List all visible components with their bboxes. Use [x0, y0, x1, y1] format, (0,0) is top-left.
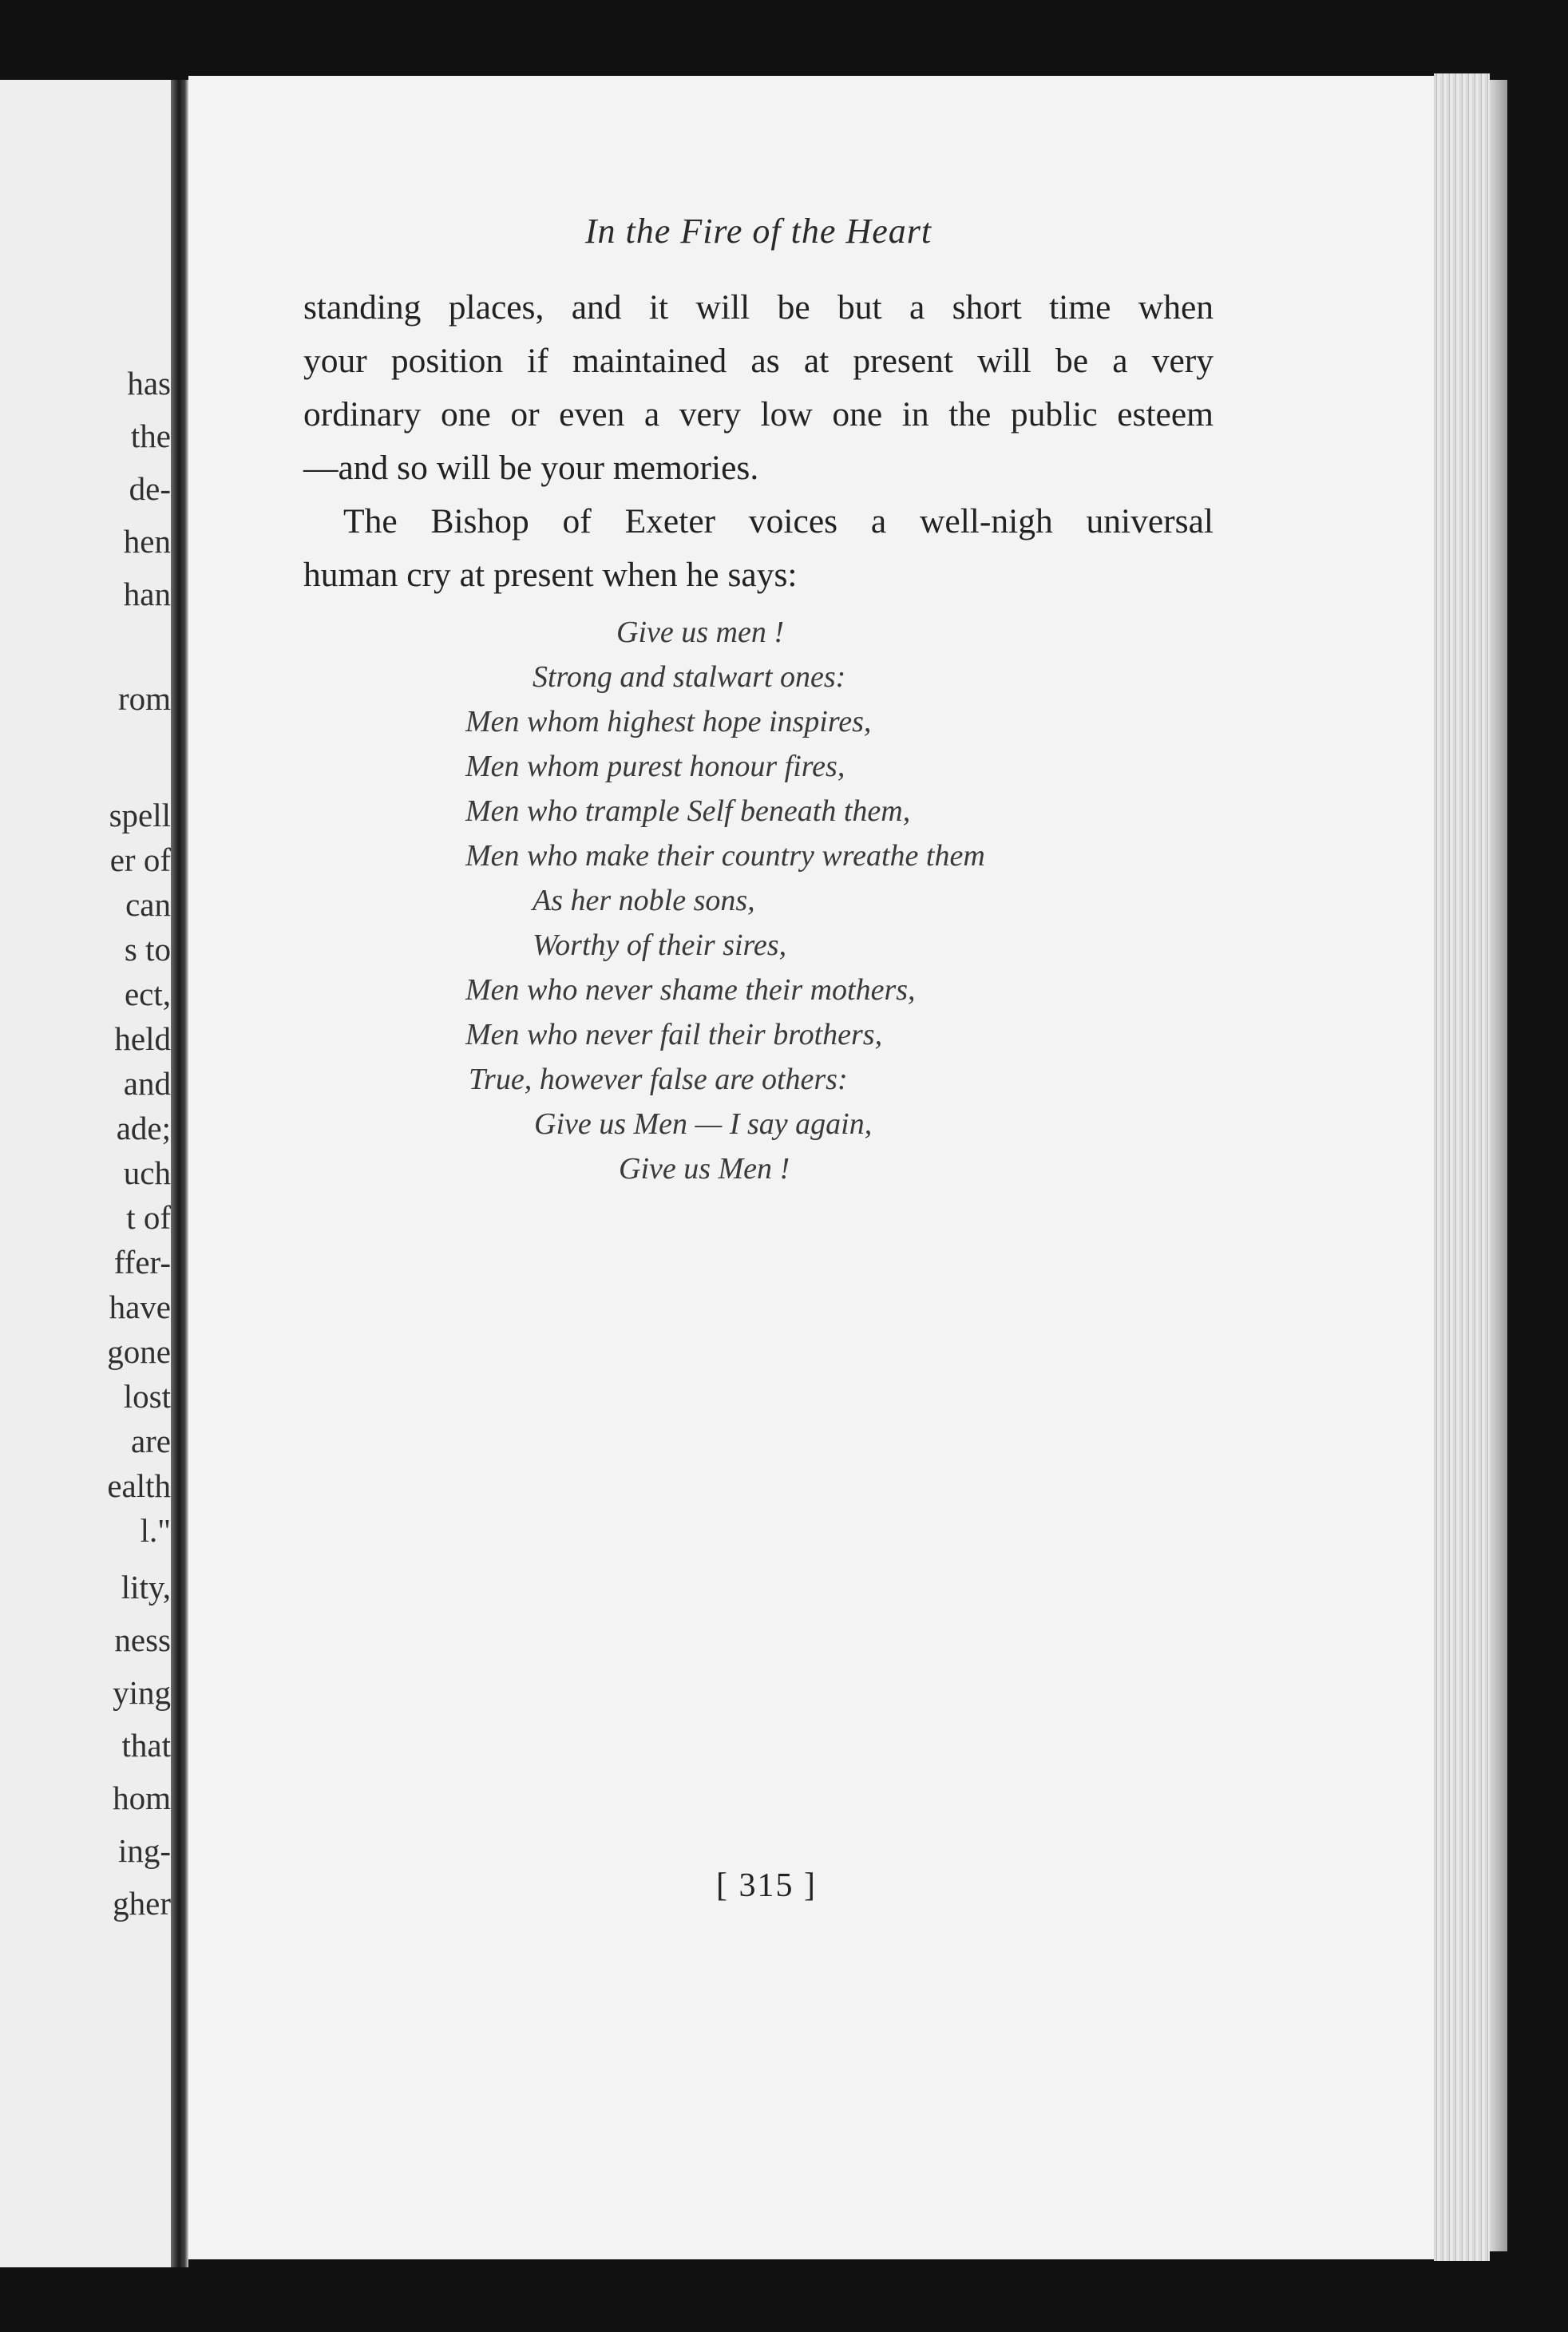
poem-line: As her noble sons, [533, 884, 755, 917]
prose-line: your position if maintained as at present will be a very [303, 342, 1214, 380]
poem-line: Strong and stalwart ones: [533, 660, 846, 694]
poem-line: Men who trample Self beneath them, [465, 794, 911, 828]
prose-line: The Bishop of Exeter voices a well-nigh universal [343, 502, 1214, 540]
poem-line: Give us Men — I say again, [534, 1107, 873, 1141]
book-gutter [171, 80, 188, 2267]
prose-line: standing places, and it will be but a short time when [303, 288, 1214, 327]
poem-line: Worthy of their sires, [533, 928, 787, 962]
facing-page-left: has the de- hen han rom spell er of can s to ect, held and ade; uch t of ffer- have gone lost are ealth l." lity, ness ying that hom ing- gher [0, 80, 177, 2267]
poem-line: Men who make their country wreathe them [465, 839, 985, 873]
prose-line: —and so will be your memories. [303, 449, 759, 487]
poem-line: Men who never shame their mothers, [465, 973, 916, 1007]
running-head: In the Fire of the Heart [584, 212, 932, 251]
poem-line: Give us men ! [616, 616, 784, 649]
page-edges-shadow [1490, 80, 1507, 2251]
poem-line: Give us Men ! [619, 1152, 790, 1186]
prose-line: ordinary one or even a very low one in the public esteem [303, 395, 1214, 434]
poem-line: True, however false are others: [469, 1063, 848, 1096]
poem-line: Men whom purest honour fires, [465, 750, 845, 783]
prose-line: human cry at present when he says: [303, 556, 798, 594]
poem-line: Men whom highest hope inspires, [465, 705, 872, 738]
prose-paragraphs [303, 281, 1214, 602]
page-number: [ 315 ] [716, 1867, 817, 1904]
poem-line: Men who never fail their brothers, [465, 1018, 883, 1051]
page-edges [1434, 73, 1490, 2261]
